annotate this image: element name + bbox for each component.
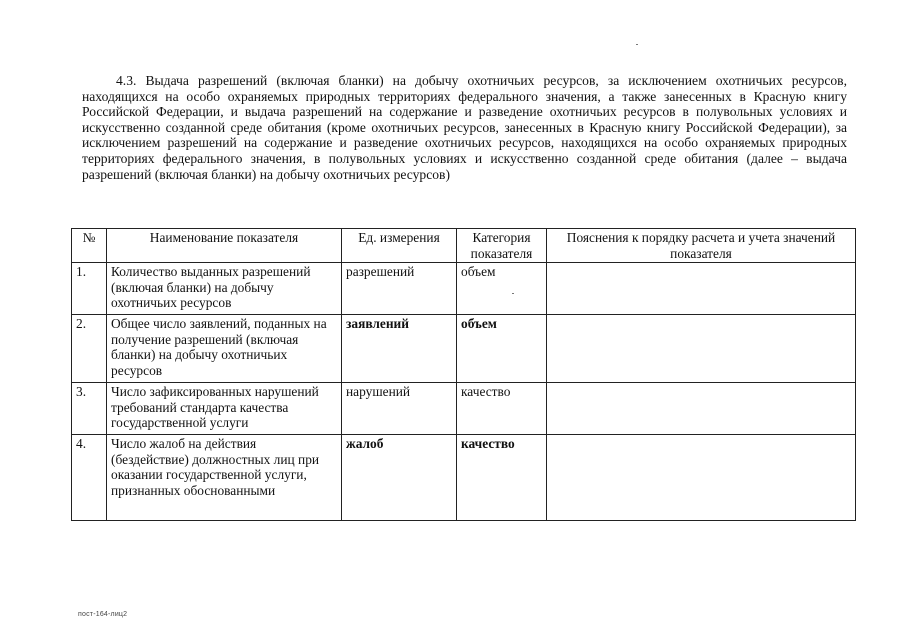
row-unit: жалоб [342, 435, 457, 521]
indicators-table [71, 228, 856, 521]
table-header-row [72, 229, 856, 263]
table-row [72, 263, 856, 315]
row-notes [547, 263, 856, 315]
row-unit: заявлений [342, 315, 457, 383]
table-row [72, 383, 856, 435]
scan-speck [636, 44, 638, 45]
row-category: объем [457, 315, 547, 383]
row-notes [547, 315, 856, 383]
header-notes: Пояснения к порядку расчета и учета значений показателя [547, 229, 856, 263]
row-notes [547, 383, 856, 435]
row-num: 3. [72, 383, 107, 435]
row-unit: разрешений [342, 263, 457, 315]
footer-code: пост-164-лиц2 [78, 611, 128, 618]
row-num: 1. [72, 263, 107, 315]
row-unit: нарушений [342, 383, 457, 435]
table-row [72, 315, 856, 383]
row-category: качество [457, 383, 547, 435]
section-paragraph: 4.3. Выдача разрешений (включая бланки) на добычу охотничьих ресурсов, за исключением охотничьих ресурсов, находящихся на особо охраняемых природных территориях федерального значения, а также занесенных в Красную книгу Российской Федерации, и выдача разрешений на содержание и разведение охотничьих ресурсов в полувольных условиях и искусственно созданной среде обитания (кроме охотничьих ресурсов, занесенных в Красную книгу Российской Федерации), за исключением разрешений на содержание и разведение охотничьих ресурсов, находящихся на особо охраняемых природных территориях федерального значения, в полувольных условиях и искусственно созданной среде обитания (далее – выдача разрешений (включая бланки) на добычу охотничьих ресурсов) [82, 73, 847, 182]
header-name: Наименование показателя [107, 229, 342, 263]
row-name: Количество выданных разрешений (включая бланки) на добычу охотничьих ресурсов [107, 263, 342, 315]
header-num: № [72, 229, 107, 263]
header-category: Категория показателя [457, 229, 547, 263]
row-name: Число зафиксированных нарушений требований стандарта качества государственной услуги [107, 383, 342, 435]
scan-speck [512, 293, 514, 294]
row-name: Число жалоб на действия (бездействие) должностных лиц при оказании государственной услуги, признанных обоснованными [107, 435, 342, 521]
row-category: качество [457, 435, 547, 521]
row-name: Общее число заявлений, поданных на получение разрешений (включая бланки) на добычу охотничьих ресурсов [107, 315, 342, 383]
row-notes [547, 435, 856, 521]
row-num: 2. [72, 315, 107, 383]
row-num: 4. [72, 435, 107, 521]
row-category: объем [457, 263, 547, 315]
table-row [72, 435, 856, 521]
header-unit: Ед. измерения [342, 229, 457, 263]
